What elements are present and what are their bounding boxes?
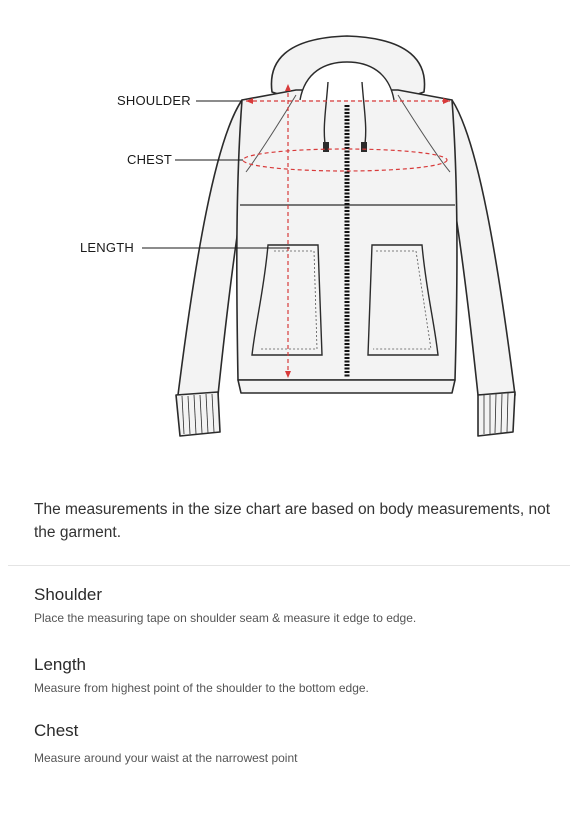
hem-band: [238, 380, 455, 393]
chest-description: Measure around your waist at the narrowest point: [34, 751, 298, 765]
chest-title: Chest: [34, 721, 79, 740]
length-callout-label: LENGTH: [80, 240, 134, 255]
length-description: Measure from highest point of the shoulder to the bottom edge.: [34, 681, 369, 695]
shoulder-callout-label: SHOULDER: [117, 93, 191, 108]
right-cuff: [478, 392, 515, 436]
right-sleeve: [448, 100, 515, 395]
shoulder-title: Shoulder: [34, 585, 103, 604]
divider: [8, 565, 570, 566]
chest-callout-label: CHEST: [127, 152, 173, 167]
shoulder-description: Place the measuring tape on shoulder seam & measure it edge to edge.: [34, 611, 417, 625]
measurement-note: The measurements in the size chart are based on body measurements, not the garment.: [34, 501, 551, 541]
length-title: Length: [34, 655, 86, 674]
